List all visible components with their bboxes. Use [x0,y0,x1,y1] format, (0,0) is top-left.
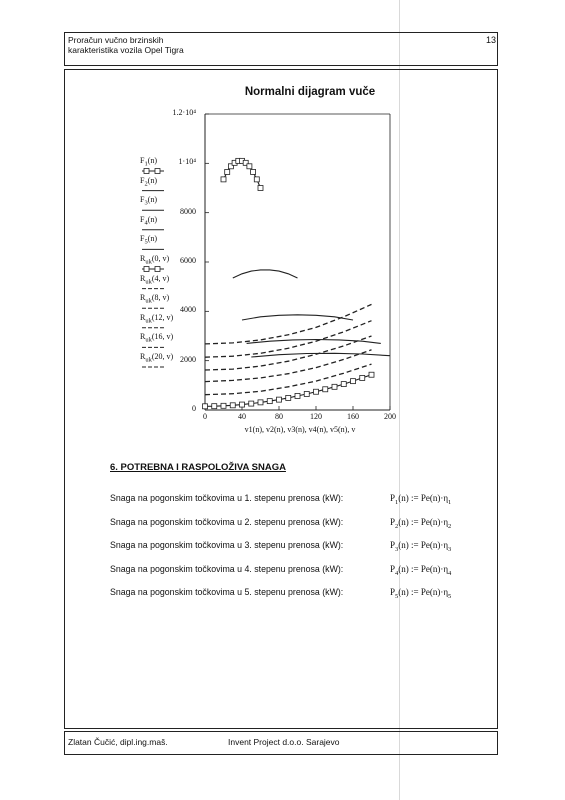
series-ruk-0-v-point [304,391,309,396]
series-ruk-0-v-point [267,399,272,404]
power-row-label: Snaga na pogonskim točkovima u 4. stepenu prenosa (kW): [110,563,344,574]
legend-swatch-marker [144,267,149,272]
x-tick-label: 40 [238,412,246,421]
y-tick-label: 1.2·10⁴ [172,108,196,117]
power-row-label: Snaga na pogonskim točkovima u 3. stepenu prenosa (kW): [110,540,344,551]
series-ruk-0-v-point [286,395,291,400]
power-row-formula: $P_2(n)$ := $Pe(n)\cdot\eta_2$ [390,516,452,530]
series-f1-n-point [251,169,256,174]
legend-entry-label: $R_{uk}(4$, v) [140,273,170,286]
legend-entry-label: $R_{uk}(8$, v) [140,293,170,305]
x-tick-label: 120 [310,412,322,421]
y-tick-label: 0 [192,404,196,413]
legend-entry-label: $F_2(n)$ [140,175,158,188]
series-f4-n-line [247,340,381,344]
power-row-formula: $P_1(n)$ := $Pe(n)\cdot\eta_1$ [390,493,452,506]
legend-swatch-marker [144,169,149,174]
legend-swatch-marker [155,169,160,174]
power-row-label: Snaga na pogonskim točkovima u 1. stepenu prenosa (kW): [110,493,344,503]
power-row-formula: $P_3(n)$ := $Pe(n)\cdot\eta_3$ [390,540,452,553]
legend-entry-label: $F_1(n)$ [140,156,158,168]
header-title-line1: Proračun vučno brzinskih [68,35,164,45]
series-ruk-0-v-point [277,397,282,402]
y-tick-label: 4000 [180,305,196,315]
legend-entry-label: $R_{uk}(20$, v) [140,352,174,364]
power-row-formula: $P_5(n)$ := $Pe(n)\cdot\eta_5$ [390,587,452,601]
chart-title: Normalni dijagram vuče [244,86,376,98]
legend-entry-label: $F_5(n)$ [140,234,158,246]
section-heading: 6. POTREBNA I RASPOLOŽIVA SNAGA [110,462,286,473]
series-ruk-0-v-point [323,387,328,392]
series-ruk-0-v-point [360,375,365,380]
legend-entry-label: $F_4(n)$ [140,214,158,227]
series-ruk-0-v-point [203,404,208,409]
power-row-label: Snaga na pogonskim točkovima u 5. stepenu prenosa (kW): [110,587,344,598]
legend-entry-label: $R_{uk}(0$, v) [140,254,170,266]
y-tick-label: 8000 [180,206,196,216]
x-tick-label: 160 [347,412,359,421]
series-ruk-0-v-point [221,403,226,408]
series-ruk-0-v-point [258,400,263,405]
series-ruk-0-v-point [212,404,217,409]
series-ruk-0-v-point [369,372,374,377]
legend-entry-label: $R_{uk}(16$, v) [140,332,174,344]
power-row-formula: $P_4(n)$ := $Pe(n)\cdot\eta_4$ [390,563,452,577]
series-ruk-0-v-point [249,401,254,406]
footer-company: Invent Project d.o.o. Sarajevo [228,737,340,747]
series-ruk-20-v-line [205,304,372,344]
series-f5-n-line [251,353,390,357]
series-f1-n-point [258,186,263,191]
series-f1-n-point [225,169,230,174]
y-tick-label: 6000 [180,256,196,265]
series-ruk-0-v-point [230,403,235,408]
x-tick-label: 0 [203,412,207,421]
legend-entry-label: $R_{uk}(12$, v) [140,312,174,325]
footer-author: Zlatan Čučić, dipl.ing.maš. [68,737,168,747]
legend-entry-label: $F_3(n)$ [140,195,158,207]
series-f2-n-line [233,270,298,278]
power-row-label: Snaga na pogonskim točkovima u 2. stepenu prenosa (kW): [110,516,344,527]
series-f3-n-line [242,315,353,320]
x-axis-label: v1(n), v2(n), v3(n), v4(n), v5(n), v [244,425,356,434]
series-ruk-0-v-point [295,393,300,398]
series-ruk-12-v-line [205,336,372,370]
x-tick-label: 80 [275,412,283,421]
y-tick-label: 1·10⁴ [178,157,196,167]
series-f1-n-point [221,177,226,182]
series-f1-n-point [247,164,252,169]
series-ruk-0-v-point [240,402,245,407]
series-ruk-0-v-point [332,384,337,389]
series-ruk-16-v-line [205,321,372,358]
page-number: 13 [486,35,497,45]
series-f1-n-point [254,177,259,182]
x-tick-label: 200 [384,412,396,421]
header-title-line2: karakteristika vozila Opel Tigra [68,45,184,55]
series-ruk-0-v-point [351,379,356,384]
series-ruk-0-v-line [205,375,372,407]
legend-swatch-marker [155,267,160,272]
series-ruk-0-v-point [314,389,319,394]
series-ruk-0-v-point [341,382,346,387]
y-tick-label: 2000 [180,354,196,364]
